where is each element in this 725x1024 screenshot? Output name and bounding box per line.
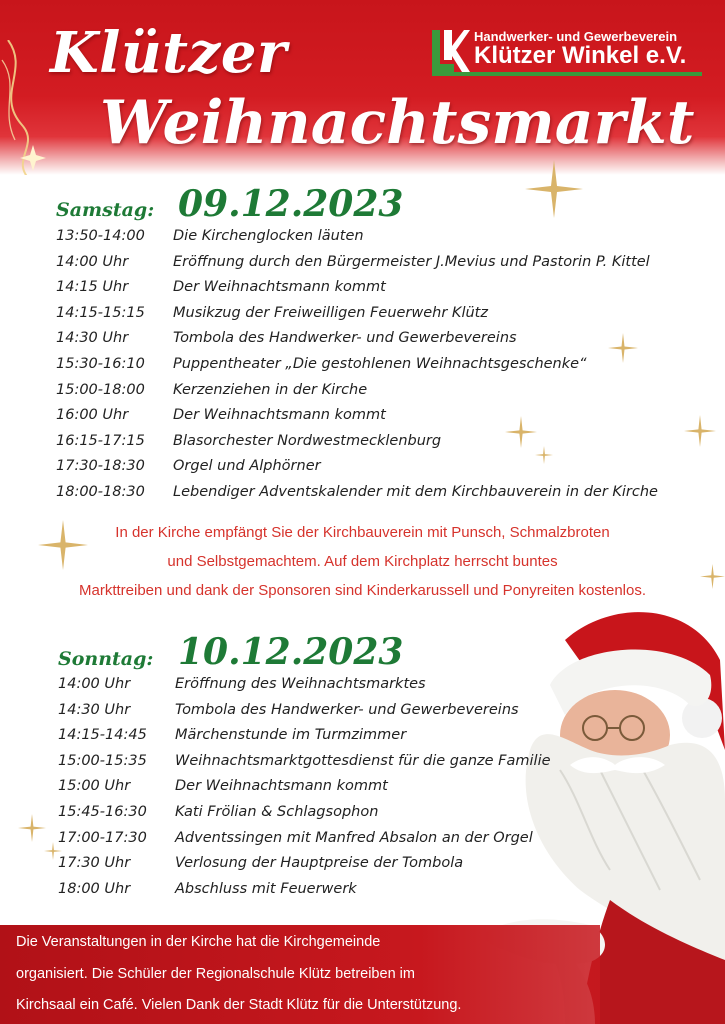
schedule-event: Weihnachtsmarktgottesdienst für die ganze Familie: [175, 752, 551, 769]
notice-line-3: Markttreiben und dank der Sponsoren sind Kinderkarussell und Ponyreiten kostenlos.: [79, 582, 646, 599]
schedule-event: Kerzenziehen in der Kirche: [173, 381, 368, 398]
schedule-event: Lebendiger Adventskalender mit dem Kirchbauverein in der Kirche: [173, 483, 658, 500]
logo-underline: [432, 72, 702, 76]
schedule-event: Abschluss mit Feuerwerk: [175, 880, 357, 897]
sparkle-star-icon: [608, 333, 638, 363]
organization-logo: [430, 28, 712, 78]
schedule-event: Adventssingen mit Manfred Absalon an der Orgel: [175, 829, 533, 846]
title-line-1: Klützer: [50, 20, 287, 86]
logo-org-line-2: Klützer Winkel e.V.: [474, 42, 687, 69]
sparkle-star-icon: [18, 814, 46, 842]
schedule-time: 15:00-15:35: [58, 752, 147, 769]
schedule-time: 14:00 Uhr: [58, 676, 131, 692]
schedule-event: Tombola des Handwerker- und Gewerbevereins: [175, 701, 519, 718]
title-line-2: Weihnachtsmarkt: [100, 88, 695, 158]
schedule-time: 14:15-15:15: [56, 304, 145, 321]
schedule-event: Der Weihnachtsmann kommt: [175, 778, 388, 795]
sparkle-star-icon: [525, 160, 583, 218]
sunday-date: 10.12.2023: [178, 631, 404, 673]
schedule-event: Eröffnung des Weihnachtsmarktes: [175, 676, 426, 692]
schedule-time: 18:00-18:30: [56, 483, 145, 500]
schedule-event: Der Weihnachtsmann kommt: [173, 279, 386, 296]
schedule-time: 14:15-14:45: [58, 727, 147, 744]
schedule-event: Tombola des Handwerker- und Gewerbevereins: [173, 330, 517, 347]
footer-line-2: organisiert. Die Schüler der Regionalschule Klütz betreiben im: [16, 966, 415, 982]
schedule-time: 16:15-17:15: [56, 432, 145, 449]
schedule-time: 15:45-16:30: [58, 803, 147, 820]
schedule-event: Märchenstunde im Turmzimmer: [175, 727, 407, 744]
schedule-time: 17:30-18:30: [56, 458, 145, 475]
notice-line-1: In der Kirche empfängt Sie der Kirchbauverein mit Punsch, Schmalzbroten: [115, 524, 610, 541]
schedule-event: Verlosung der Hauptpreise der Tombola: [175, 855, 464, 872]
schedule-event: Musikzug der Freiweilligen Feuerwehr Klütz: [173, 304, 488, 321]
schedule-time: 16:00 Uhr: [56, 407, 129, 424]
schedule-time: 17:30 Uhr: [58, 855, 131, 872]
sunday-label: Sonntag:: [58, 648, 154, 670]
footer-line-3: Kirchsaal ein Café. Vielen Dank der Stadt Klütz für die Unterstützung.: [16, 997, 462, 1013]
footer-line-1: Die Veranstaltungen in der Kirche hat die Kirchgemeinde: [16, 934, 381, 950]
schedule-event: Kati Frölian & Schlagsophon: [175, 803, 379, 820]
schedule-event: Orgel und Alphörner: [173, 458, 321, 475]
church-notice: [0, 518, 725, 605]
schedule-event: Die Kirchenglocken läuten: [173, 228, 364, 244]
schedule-event: Blasorchester Nordwestmecklenburg: [173, 432, 442, 449]
header-banner: [0, 0, 725, 175]
schedule-event: Puppentheater „Die gestohlenen Weihnachtsgeschenke“: [173, 355, 587, 372]
schedule-event: Eröffnung durch den Bürgermeister J.Mevius und Pastorin P. Kittel: [173, 253, 650, 270]
sparkle-star-icon: [684, 415, 716, 447]
saturday-date: 09.12.2023: [178, 183, 404, 225]
saturday-label: Samstag:: [56, 199, 155, 221]
schedule-time: 14:30 Uhr: [56, 330, 129, 347]
schedule-time: 18:00 Uhr: [58, 880, 131, 897]
schedule-time: 13:50-14:00: [56, 228, 145, 244]
sparkle-star-icon: [535, 446, 553, 464]
sparkle-star-icon: [505, 416, 537, 448]
schedule-time: 15:30-16:10: [56, 355, 145, 372]
footer-banner: [0, 925, 600, 1024]
schedule-time: 14:15 Uhr: [56, 279, 129, 296]
schedule-time: 14:00 Uhr: [56, 253, 129, 270]
schedule-event: Der Weihnachtsmann kommt: [173, 407, 386, 424]
schedule-time: 17:00-17:30: [58, 829, 147, 846]
schedule-time: 14:30 Uhr: [58, 701, 131, 718]
logo-org-line-1: Handwerker- und Gewerbeverein: [474, 29, 678, 44]
schedule-time: 15:00 Uhr: [58, 778, 131, 795]
schedule-time: 15:00-18:00: [56, 381, 145, 398]
notice-line-2: und Selbstgemachtem. Auf dem Kirchplatz herrscht buntes: [167, 553, 558, 570]
lk-logo-icon: [430, 28, 470, 74]
